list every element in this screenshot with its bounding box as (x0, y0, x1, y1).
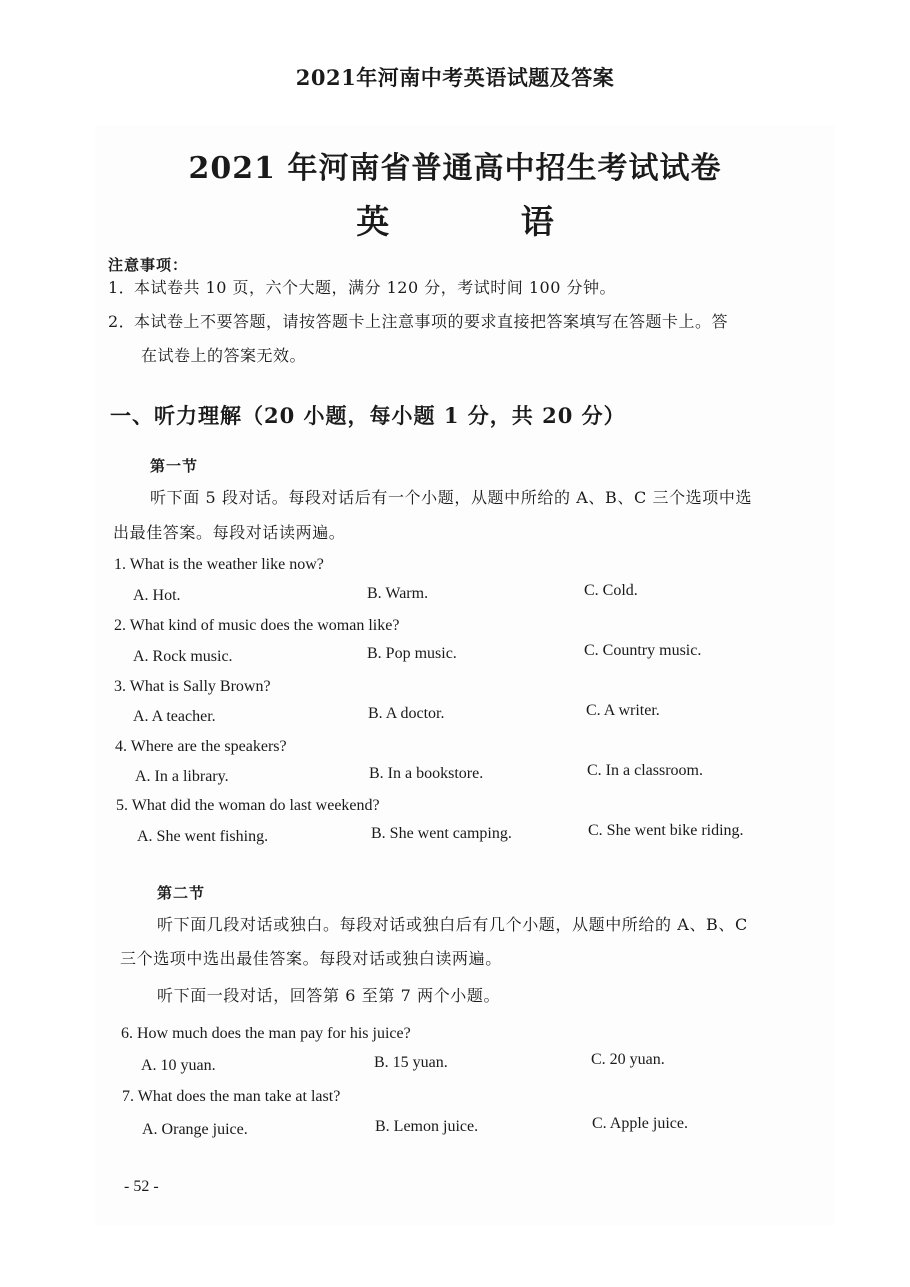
option-b: B. She went camping. (371, 825, 512, 842)
option-c: C. A writer. (586, 702, 660, 719)
question: 3. What is Sally Brown? (114, 678, 271, 695)
option-b: B. Pop music. (367, 645, 457, 662)
option-b: B. 15 yuan. (374, 1054, 448, 1071)
note-number: 1． (108, 278, 136, 297)
option-a: A. In a library. (135, 768, 229, 785)
note-continuation: 在试卷上的答案无效。 (141, 346, 307, 365)
section-instruction: 出最佳答案。每段对话读两遍。 (113, 523, 346, 542)
note-text: 本试卷上不要答题，请按答题卡上注意事项的要求直接把答案填写在答题卡上。答 (134, 312, 729, 331)
option-a: A. Hot. (133, 587, 181, 604)
section-heading: 第二节 (157, 884, 206, 902)
option-b: B. Warm. (367, 585, 429, 602)
page-number: - 52 - (124, 1178, 159, 1195)
question: 7. What does the man take at last? (122, 1088, 341, 1105)
option-c: C. Country music. (584, 642, 702, 659)
question: 5. What did the woman do last weekend? (116, 797, 380, 814)
question: 4. Where are the speakers? (115, 738, 287, 755)
option-a: A. Rock music. (133, 648, 233, 665)
note-item (108, 311, 728, 333)
option-a: A. Orange juice. (142, 1121, 248, 1138)
subject-title: 英 语 (356, 202, 614, 241)
document-title: 2021年河南中考英语试题及答案 (295, 65, 615, 90)
option-a: A. 10 yuan. (141, 1057, 216, 1074)
note-text: 本试卷共 10 页，六个大题，满分 120 分，考试时间 100 分钟。 (134, 278, 616, 297)
part-heading: 一、听力理解（20 小题，每小题 1 分，共 20 分） (110, 403, 626, 428)
question: 2. What kind of music does the woman like? (114, 617, 400, 634)
option-c: C. In a classroom. (587, 762, 703, 779)
question: 6. How much does the man pay for his juice? (121, 1025, 411, 1042)
section-instruction: 听下面一段对话，回答第 6 至第 7 两个小题。 (157, 986, 501, 1005)
section-instruction: 听下面 5 段对话。每段对话后有一个小题，从题中所给的 A、B、C 三个选项中选 (150, 488, 753, 507)
option-c: C. She went bike riding. (588, 822, 744, 839)
section-instruction: 三个选项中选出最佳答案。每段对话或独白读两遍。 (120, 949, 502, 968)
option-c: C. 20 yuan. (591, 1051, 665, 1068)
note-item (108, 277, 616, 299)
option-a: A. A teacher. (133, 708, 216, 725)
section-heading: 第一节 (150, 457, 199, 475)
question: 1. What is the weather like now? (114, 556, 324, 573)
option-b: B. A doctor. (368, 705, 445, 722)
notes-heading: 注意事项： (108, 256, 189, 274)
exam-title: 2021 年河南省普通高中招生考试试卷 (188, 151, 722, 186)
note-number: 2． (108, 312, 136, 331)
option-c: C. Cold. (584, 582, 638, 599)
option-a: A. She went fishing. (137, 828, 269, 845)
section-instruction: 听下面几段对话或独白。每段对话或独白后有几个小题，从题中所给的 A、B、C (157, 915, 748, 934)
option-b: B. In a bookstore. (369, 765, 484, 782)
option-c: C. Apple juice. (592, 1115, 688, 1132)
option-b: B. Lemon juice. (375, 1118, 479, 1135)
